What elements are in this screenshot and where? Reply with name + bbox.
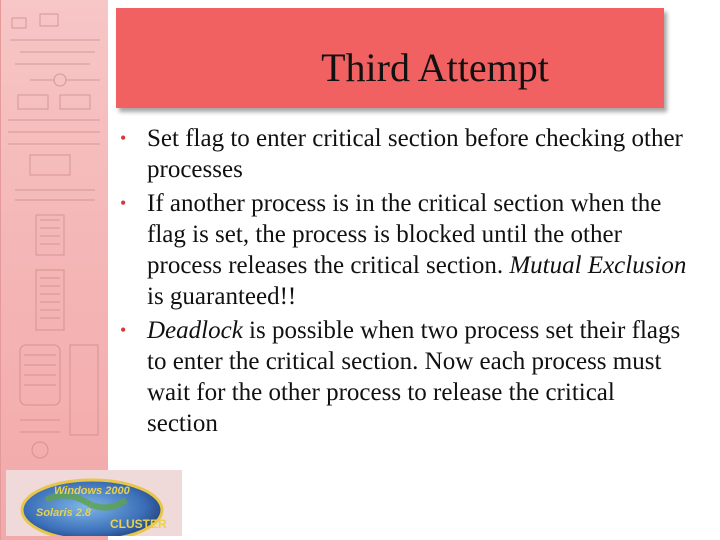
bullet-emphasis: Deadlock — [147, 317, 243, 344]
bullet-text: If another process is in the critical section when the flag is set, the process is blocked until the other process releases the critical section. — [147, 190, 662, 279]
schematic-background-graphic — [0, 0, 108, 540]
logo-text-left: Solaris 2.8 — [36, 507, 92, 519]
bullet-text: is guaranteed!! — [147, 283, 297, 310]
logo-text-top: Windows 2000 — [54, 485, 130, 497]
bullet-item — [118, 188, 688, 312]
bullet-text: Set flag to enter critical section before checking other processes — [147, 125, 683, 183]
bullet-item — [118, 123, 688, 185]
logo-text-right: CLUSTER — [110, 517, 167, 531]
bullet-text: is possible when two process set their flags to enter the critical section. Now each process must wait for the other process to release the critical section — [147, 317, 681, 437]
slide-title: Third Attempt — [321, 45, 549, 90]
bullet-dot-icon: • — [120, 128, 127, 148]
decorative-left-strip — [0, 0, 108, 540]
title-banner — [116, 8, 664, 108]
bullet-list — [118, 123, 688, 442]
bullet-item — [118, 315, 688, 439]
bullet-dot-icon: • — [120, 320, 127, 340]
windows-solaris-cluster-logo — [6, 470, 182, 536]
bullet-dot-icon: • — [120, 193, 127, 213]
bullet-emphasis: Mutual Exclusion — [509, 252, 687, 279]
